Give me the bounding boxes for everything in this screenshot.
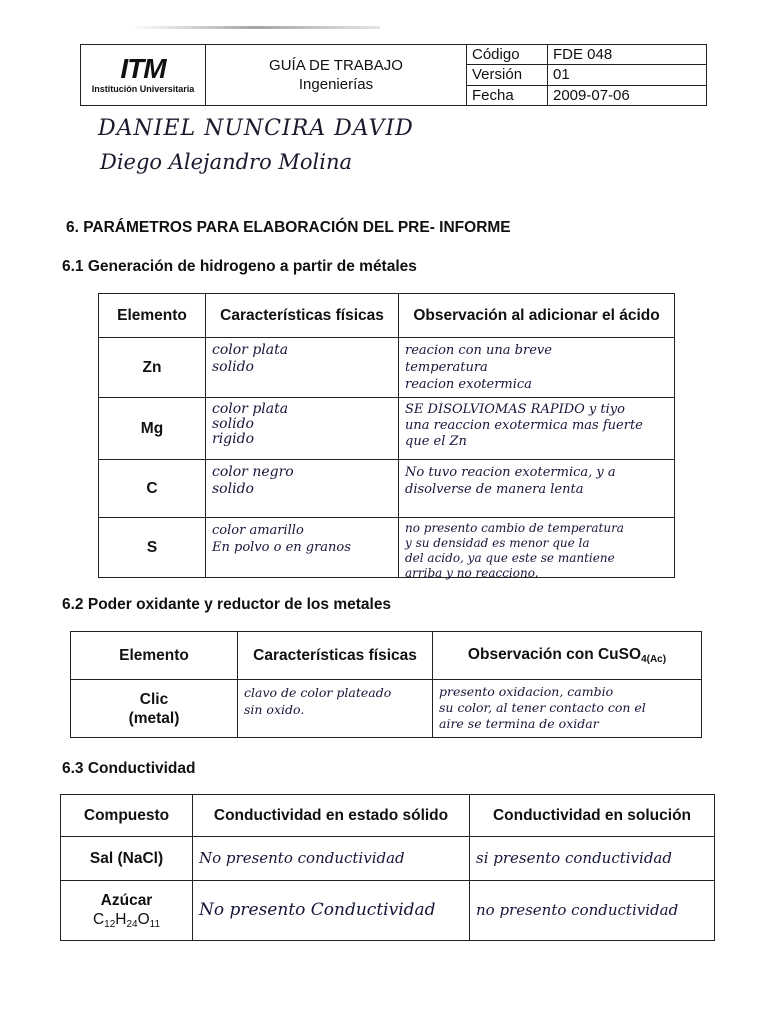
- cell-element: C: [99, 460, 206, 518]
- date-value: 2009-07-06: [548, 85, 707, 105]
- cell-element: Mg: [99, 398, 206, 460]
- date-label: Fecha: [467, 85, 548, 105]
- cell-element-line-2: (metal): [128, 709, 180, 727]
- cell-physical: clavo de color plateado sin oxido.: [244, 685, 392, 717]
- col-observation: Observación al adicionar el ácido: [399, 294, 675, 338]
- col-physical: Características físicas: [206, 294, 399, 338]
- cell-physical: color plata solido: [212, 342, 289, 375]
- heading-6-2: 6.2 Poder oxidante y reductor de los metales: [62, 596, 392, 613]
- cell-element: [71, 680, 238, 738]
- logo-mark: ITM: [120, 53, 166, 84]
- logo: [81, 45, 206, 106]
- cell-observation: SE DISOLVIOMAS RAPIDO y tiyo una reaccion exotermica mas fuerte que el Zn: [405, 402, 643, 449]
- cell-compound: Sal (NaCl): [61, 837, 193, 881]
- compound-formula: $C_{12}H_{24}O_{11}$: [92, 910, 161, 930]
- col-observation-main: Observación con CuSO: [467, 645, 642, 663]
- cell-physical: color amarillo En polvo o en granos: [212, 523, 351, 555]
- cell-physical: color plata solido rigido: [212, 401, 289, 447]
- cell-physical: color negro solido: [212, 464, 294, 497]
- col-solution: Conductividad en solución: [470, 795, 715, 837]
- table-row: [61, 837, 715, 881]
- col-solid: Conductividad en estado sólido: [193, 795, 470, 837]
- table-row: [99, 398, 675, 460]
- scan-artifact: [130, 26, 380, 29]
- author-1: DANIEL NUNCIRA DAVID: [98, 116, 414, 141]
- cell-solid: No presento Conductividad: [199, 900, 436, 920]
- cell-observation: No tuvo reacion exotermica, y a disolverse de manera lenta: [405, 465, 616, 497]
- heading-6-3: 6.3 Conductividad: [62, 760, 196, 777]
- cell-observation: reacion con una breve temperatura reacion exotermica: [405, 343, 552, 392]
- cell-element-line-1: Clic: [139, 690, 169, 708]
- cell-solid: No presento conductividad: [199, 849, 405, 867]
- code-label: Código: [467, 45, 548, 65]
- code-value: FDE 048: [548, 45, 707, 65]
- cell-solution: si presento conductividad: [476, 849, 672, 867]
- table-hydrogen: [98, 293, 675, 578]
- col-observation: [433, 632, 702, 680]
- header-title-cell: [206, 45, 467, 106]
- col-observation-sub: 4(Ac): [641, 653, 667, 665]
- cell-element: Zn: [99, 338, 206, 398]
- version-value: 01: [548, 65, 707, 85]
- table-row: [99, 460, 675, 518]
- table-row: [99, 338, 675, 398]
- table-row: [61, 881, 715, 941]
- version-label: Versión: [467, 65, 548, 85]
- cell-compound: [61, 881, 193, 941]
- col-compound: Compuesto: [61, 795, 193, 837]
- header-title: GUÍA DE TRABAJO: [269, 57, 403, 74]
- header-subtitle: Ingenierías: [298, 76, 374, 93]
- table-conductivity: [60, 794, 715, 941]
- author-2: Diego Alejandro Molina: [100, 150, 353, 174]
- cell-solution: no presento conductividad: [476, 901, 679, 919]
- document-header: [80, 44, 707, 106]
- section-title: 6. PARÁMETROS PARA ELABORACIÓN DEL PRE- INFORME: [66, 219, 511, 236]
- table-oxidation: [70, 631, 702, 738]
- col-element: Elemento: [99, 294, 206, 338]
- col-physical: Características físicas: [238, 632, 433, 680]
- cell-element: S: [99, 518, 206, 578]
- table-row: [71, 680, 702, 738]
- cell-observation: presento oxidacion, cambio su color, al tener contacto con el aire se termina de oxidar: [439, 684, 646, 731]
- col-element: Elemento: [71, 632, 238, 680]
- table-row: [99, 518, 675, 578]
- logo-subtitle: Institución Universitaria: [91, 84, 195, 94]
- heading-6-1: 6.1 Generación de hidrogeno a partir de métales: [62, 258, 417, 275]
- compound-name: Azúcar: [100, 891, 153, 909]
- cell-observation: no presento cambio de temperatura y su densidad es menor que la del acido, ya que este se mantiene arriba y no reacciono.: [405, 521, 624, 580]
